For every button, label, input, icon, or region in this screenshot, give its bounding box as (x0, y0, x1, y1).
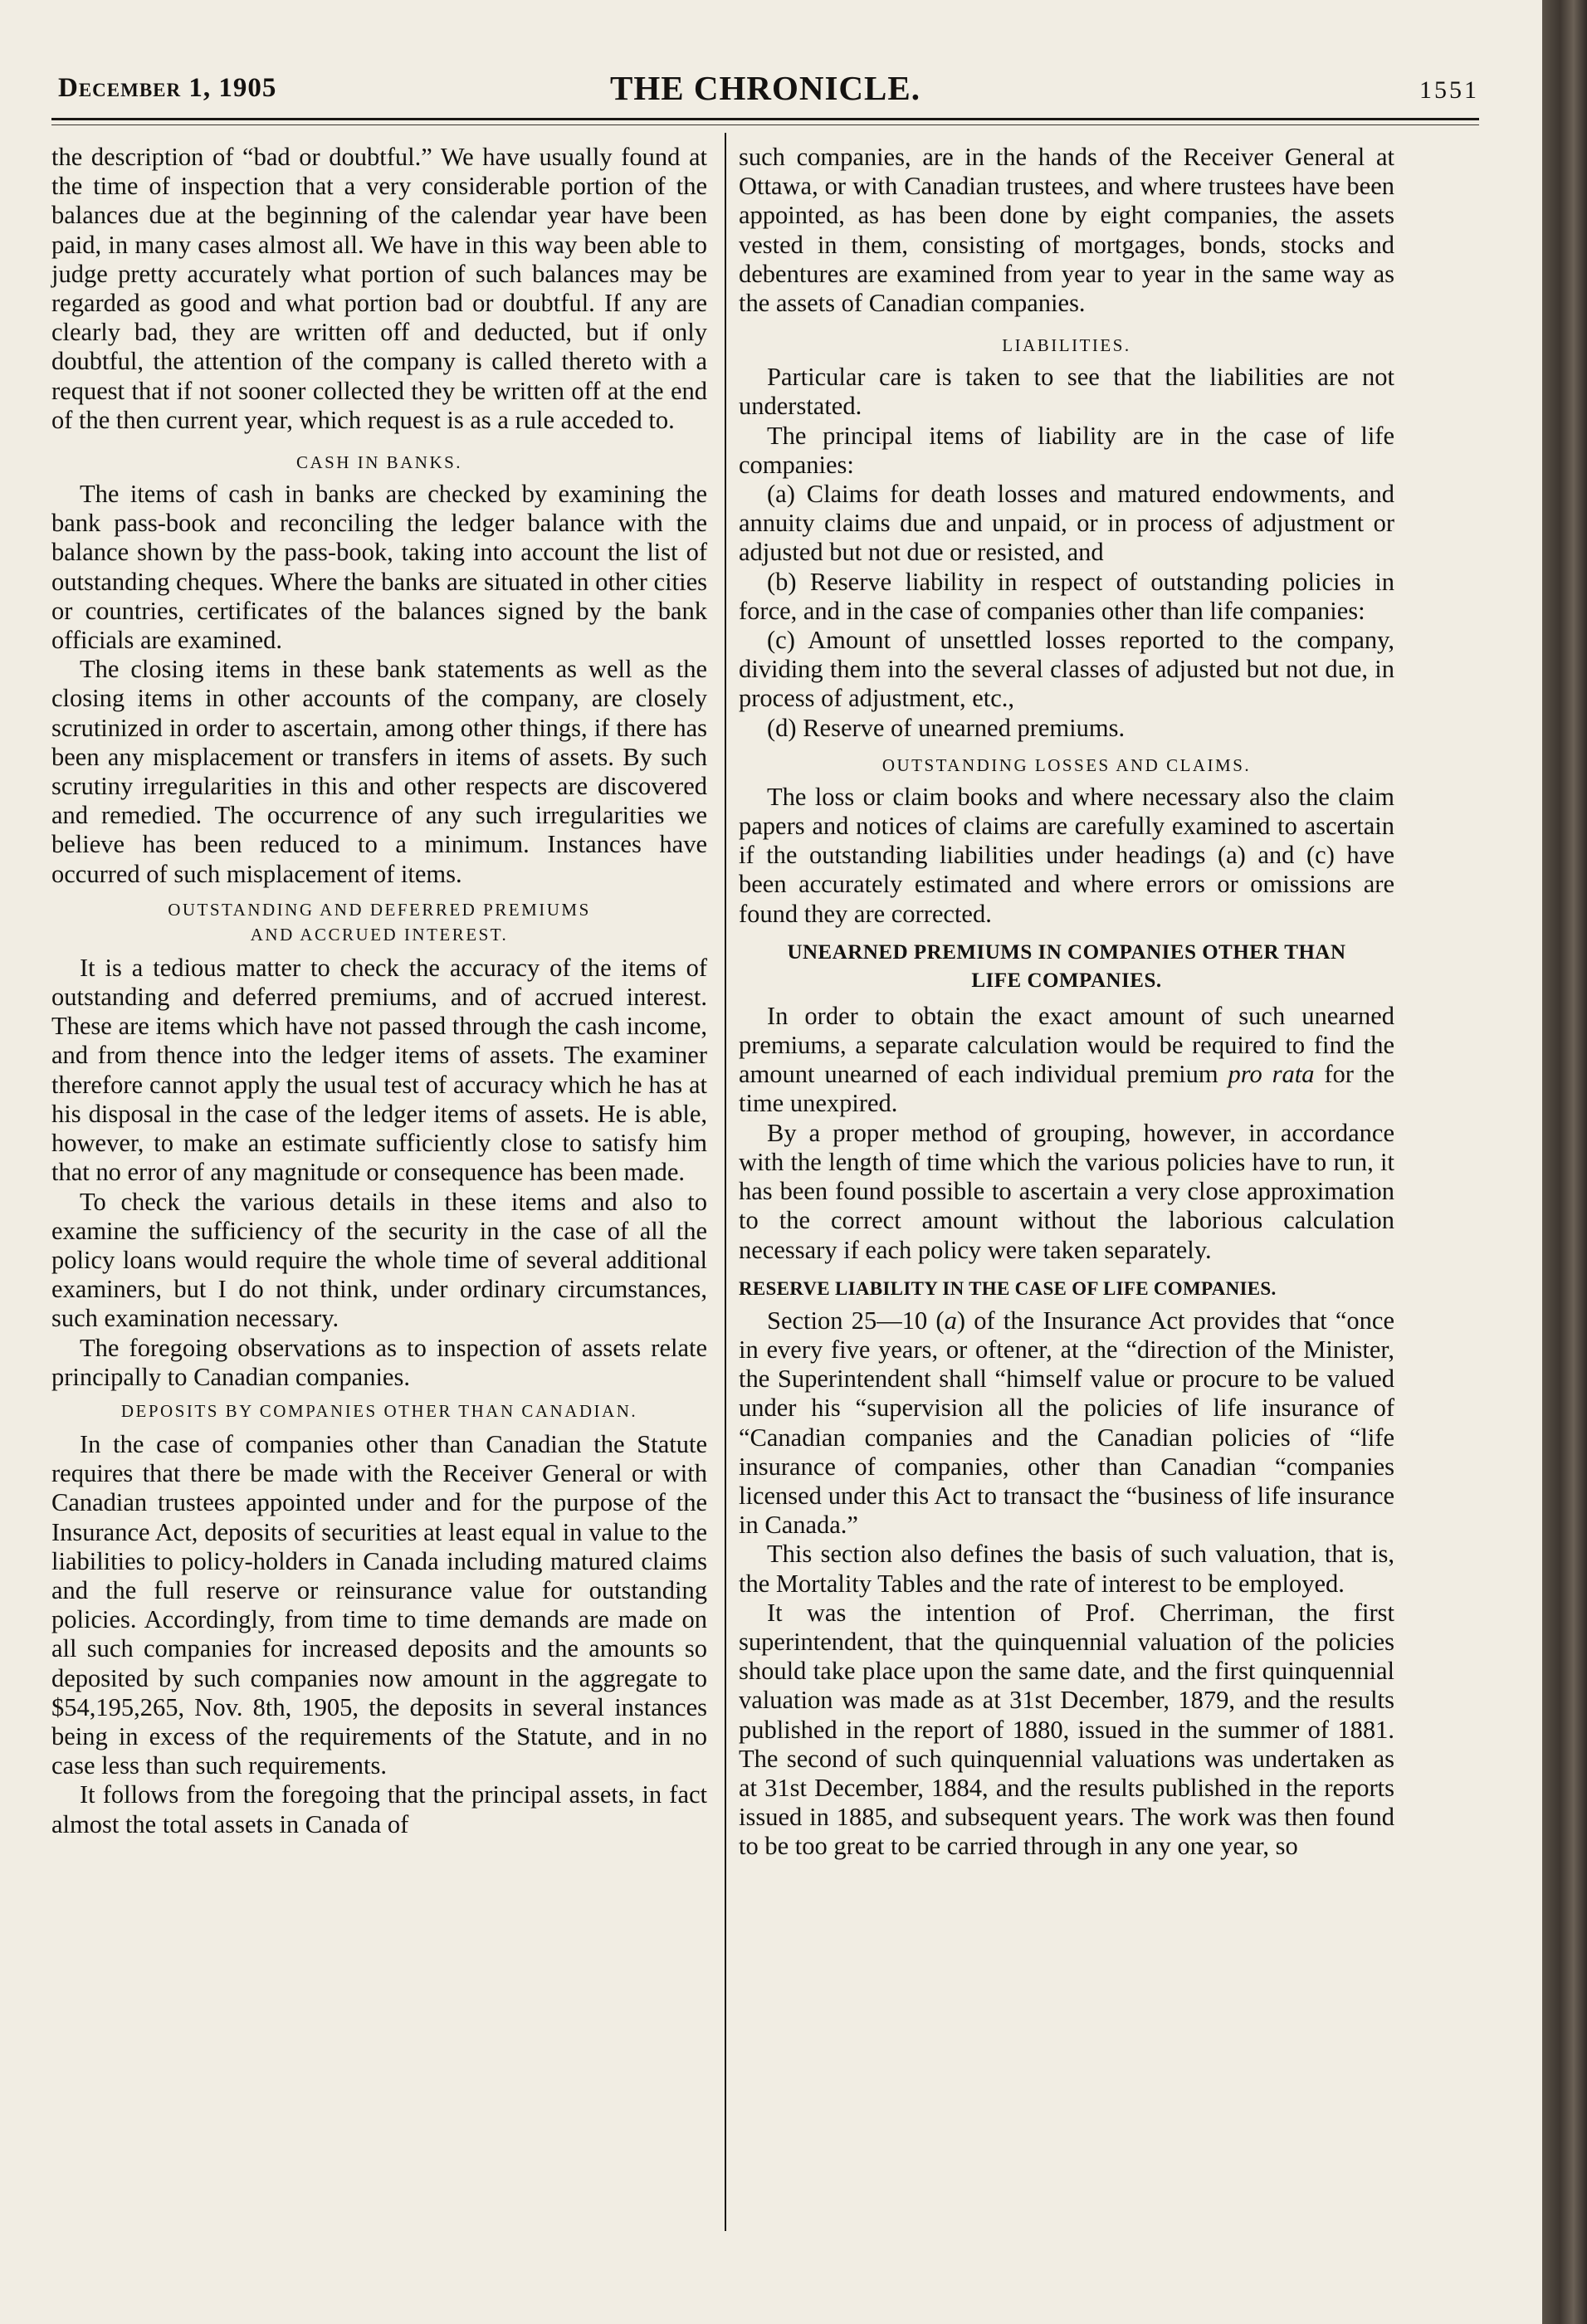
section-heading-deposits: DEPOSITS BY COMPANIES OTHER THAN CANADIAN. (120, 1400, 638, 1421)
text-run: Section 25—10 ( (767, 1306, 945, 1335)
header-rule (51, 118, 1479, 120)
paragraph: It was the intention of Prof. Cherriman, the first superintendent, that the quinquennial valuation of the policies should take place upon the same date, and the first quinquennial valuation was made as at 31st December, 1879, and the results published in the report of 1880, issued in the summer of 1881. The second of such quinquennial valuations was undertaken as at 31st December, 1884, and the results published in the reports issued in 1885, and subsequent years. The work was then found to be too great to be carried through in any one year, so (739, 1598, 1394, 1861)
page-number: 1551 (1419, 76, 1479, 104)
header-rule-thin (51, 124, 1479, 125)
book-binding-edge (1542, 0, 1587, 2324)
paragraph: the description of “bad or doubtful.” We have usually found at the time of inspection that a very considerable portion of the balances due at the beginning of the calendar year have been paid, in many cases almost all. We have in this way been able to judge pretty accurately what portion of such balances may be regarded as good and what portion bad or doubtful. If any are clearly bad, they are written off and deducted, but if only doubtful, the attention of the company is called thereto with a request that if not sooner collected they be written off at the end of the then current year, which request is as a rule acceded to. (51, 143, 707, 434)
text-run: In order to obtain the exact amount of such unearned premiums, a separate calculation would be required to find the amount unearned of each individual premium (739, 1001, 1394, 1089)
paragraph: The principal items of liability are in the case of life companies: (739, 421, 1394, 479)
section-heading-outstanding-losses: OUTSTANDING LOSSES AND CLAIMS. (881, 754, 1252, 775)
paragraph: such companies, are in the hands of the Receiver General at Ottawa, or with Canadian trustees, and where trustees have been appointed, as has been done by eight companies, the assets vested in them, consisting of mortgages, bonds, stocks and debentures are examined from year to year in the same way as the assets of Canadian companies. (739, 143, 1394, 318)
paragraph (739, 1306, 1394, 1540)
paragraph: The foregoing observations as to inspection of assets relate principally to Canadian companies. (51, 1333, 707, 1391)
paragraph: In the case of companies other than Canadian the Statute requires that there be made with the Receiver General or with Canadian trustees appointed under and for the purpose of the Insurance Act, deposits of securities at least equal in value to the liabilities to policy-holders in Canada including matured claims and the full reserve or reinsurance value for outstanding policies. Accordingly, from time to time demands are made on all such companies for increased deposits and the amounts so deposited by such companies now amount in the aggregate to $54,195,265, Nov. 8th, 1905, the deposits in several instances being in excess of the requirements of the Statute, and in no case less than such requirements. (51, 1429, 707, 1780)
paragraph: By a proper method of grouping, however, in accordance with the length of time which the various policies have to run, it has been found possible to ascertain a very close approximation to the correct amount without the laborious calculation necessary if each policy were taken separately. (739, 1118, 1394, 1264)
italic-text: a (944, 1306, 957, 1335)
paragraph (739, 1002, 1394, 1119)
section-heading-life-companies: LIFE COMPANIES. (971, 969, 1162, 992)
section-heading-liabilities: LIABILITIES. (1002, 335, 1131, 356)
right-column (739, 143, 1394, 1862)
section-heading-reserve-liability: RESERVE LIABILITY IN THE CASE OF LIFE COMPANIES. (739, 1277, 1277, 1299)
list-item: (d) Reserve of unearned premiums. (767, 713, 1126, 742)
column-divider (725, 133, 726, 2231)
masthead-title: THE CHRONICLE. (610, 69, 920, 107)
text-run: ) of the Insurance Act provides that “once in every five years, or oftener, at the “direction of the Minister, the Superintendent shall “himself value or procure to be valued under his “supervision all the policies of life insurance of “Canadian companies and the Canadian policies of “life insurance of companies, other than Canadian “companies licensed under this Act to transact the “business of life insurance in Canada.” (739, 1306, 1394, 1540)
section-heading-unearned-premiums: UNEARNED PREMIUMS IN COMPANIES OTHER THAN (787, 940, 1346, 964)
paragraph: The closing items in these bank statements as well as the closing items in other accounts of the company, are closely scrutinized in order to ascertain, among other things, if there has been any misplacement or transfers in items of assets. By such scrutiny irregularities in this and other respects are discovered and remedied. The occurrence of any such irregularities we believe has been reduced to a minimum. Instances have occurred of such misplacement of items. (51, 655, 707, 888)
list-item: (a) Claims for death losses and matured endowments, and annuity claims due and unpaid, or in process of adjustment or adjusted but not due or resisted, and (739, 480, 1394, 567)
page-header (51, 65, 1479, 115)
paragraph: To check the various details in these items and also to examine the sufficiency of the security in the case of all the policy loans would require the whole time of several additional examiners, but I do not think, under ordinary circumstances, such examination necessary. (51, 1187, 707, 1333)
list-item: (c) Amount of unsettled losses reported to the company, dividing them into the several classes of adjusted but not due, in process of adjustment, etc., (739, 626, 1394, 713)
section-heading-cash-in-banks: CASH IN BANKS. (295, 452, 463, 473)
list-item: (b) Reserve liability in respect of outstanding policies in force, and in the case of companies other than life companies: (739, 567, 1394, 625)
left-column (51, 143, 707, 1839)
text-run: for the time unexpired. (739, 1060, 1395, 1118)
section-heading-accrued-interest: AND ACCRUED INTEREST. (250, 924, 509, 945)
paragraph: This section also defines the basis of such valuation, that is, the Mortality Tables and the rate of interest to be employed. (739, 1540, 1394, 1598)
paragraph: It is a tedious matter to check the accuracy of the items of outstanding and deferred premiums, and of accrued interest. These are items which have not passed through the cash income, and from thence into the ledger items of assets. The examiner therefore cannot apply the usual test of accuracy which he has at his disposal in the case of the ledger items of assets. He is able, however, to make an estimate sufficiently close to satisfy him that no error of any magnitude or consequence has been made. (51, 953, 707, 1187)
paragraph: It follows from the foregoing that the principal assets, in fact almost the total assets in Canada of (51, 1780, 707, 1838)
paragraph: Particular care is taken to see that the liabilities are not understated. (739, 363, 1394, 421)
paragraph: The loss or claim books and where necessary also the claim papers and notices of claims are carefully examined to ascertain if the outstanding liabilities under headings (a) and (c) have been accurately estimated and where errors or omissions are found they are corrected. (739, 782, 1394, 928)
paragraph: The items of cash in banks are checked by examining the bank pass-book and reconciling the ledger balance with the balance shown by the pass-book, taking into account the list of outstanding cheques. Where the banks are situated in other cities or countries, certificates of the balances signed by the bank officials are examined. (51, 480, 707, 655)
section-heading-outstanding-premiums: OUTSTANDING AND DEFERRED PREMIUMS (168, 899, 591, 920)
italic-text: pro rata (1228, 1060, 1315, 1089)
issue-date: December 1, 1905 (58, 73, 277, 103)
